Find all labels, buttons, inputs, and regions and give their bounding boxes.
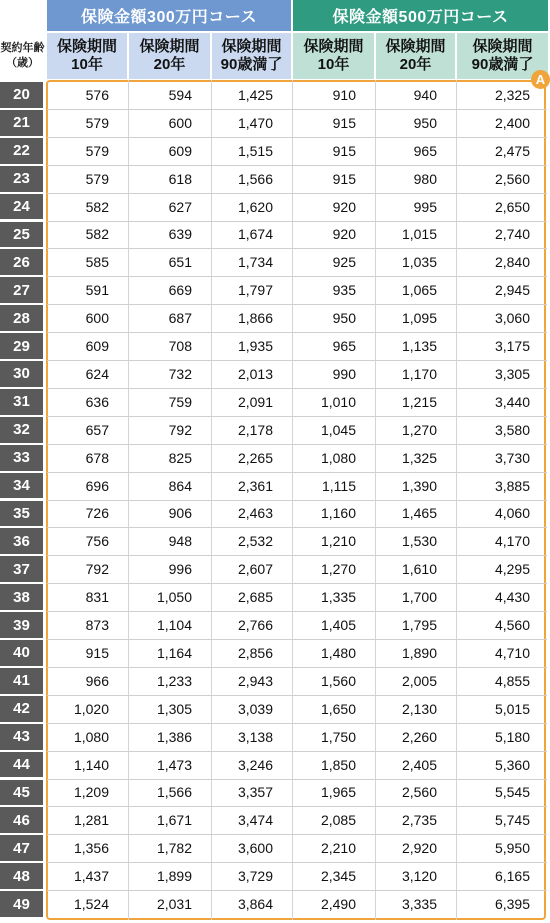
premium-cell: 1,050 [156,589,192,606]
premium-cell: 579 [85,114,109,131]
age-cell: 33 [0,445,43,471]
premium-cell: 3,580 [494,421,530,438]
premium-cell: 2,091 [237,393,273,410]
premium-cell: 594 [168,86,192,103]
premium-cell: 1,115 [322,477,356,494]
premium-cell: 2,405 [401,756,437,773]
premium-cell: 3,730 [494,449,530,466]
premium-cell: 5,360 [494,756,530,773]
age-cell: 21 [0,110,43,136]
premium-cell: 2,740 [494,226,530,243]
age-cell: 43 [0,724,43,750]
premium-cell: 2,685 [237,589,273,606]
age-cell: 30 [0,361,43,387]
age-cell: 29 [0,333,43,359]
age-cell: 48 [0,863,43,889]
course-500-header: 保険金額500万円コース [293,0,548,31]
premium-cell: 1,035 [401,254,437,271]
age-header-line1: 契約年齢 [0,42,45,54]
premium-cell: 2,130 [401,700,437,717]
premium-cell: 920 [332,198,356,215]
premium-cell: 1,210 [320,533,356,550]
premium-cell: 915 [332,114,356,131]
premium-cell: 825 [168,449,192,466]
premium-cell: 2,735 [401,812,437,829]
premium-cell: 6,395 [494,896,530,913]
premium-cell: 1,215 [401,393,437,410]
age-cell: 46 [0,807,43,833]
age-cell: 26 [0,249,43,275]
premium-cell: 864 [168,477,192,494]
premium-cell: 1,080 [320,449,356,466]
premium-cell: 1,405 [320,617,356,634]
column-header-line1: 保険期間 [385,38,446,55]
age-cell: 49 [0,891,43,917]
age-cell: 38 [0,584,43,610]
premium-cell: 756 [85,533,109,550]
premium-cell: 920 [332,226,356,243]
premium-cell: 618 [168,170,192,187]
premium-cell: 4,430 [494,589,530,606]
age-cell: 22 [0,138,43,164]
premium-cell: 5,745 [494,812,530,829]
premium-cell: 1,135 [401,338,437,355]
premium-cell: 657 [85,421,109,438]
column-header-line1: 保険期間 [56,38,117,55]
age-header-line2: （歳） [6,57,39,69]
premium-cell: 1,305 [156,700,192,717]
premium-cell: 915 [332,170,356,187]
premium-cell: 2,005 [401,672,437,689]
premium-cell: 995 [413,198,437,215]
premium-cell: 990 [332,365,356,382]
premium-cell: 1,795 [401,617,437,634]
premium-cell: 1,750 [320,728,356,745]
premium-cell: 4,295 [494,561,530,578]
premium-cell: 708 [168,338,192,355]
premium-cell: 1,015 [401,226,437,243]
premium-cell: 1,080 [73,728,109,745]
premium-cell: 1,425 [237,86,273,103]
column-header-line1: 保険期間 [472,38,533,55]
premium-cell: 1,560 [320,672,356,689]
premium-cell: 1,935 [237,338,273,355]
premium-cell: 792 [85,561,109,578]
premium-cell: 980 [413,170,437,187]
course-300-header: 保険金額300万円コース [47,0,291,31]
premium-cell: 1,850 [320,756,356,773]
premium-cell: 915 [85,644,109,661]
premium-cell: 1,899 [156,868,192,885]
premium-cell: 2,013 [237,365,273,382]
premium-cell: 1,524 [73,896,109,913]
premium-cell: 2,560 [494,170,530,187]
premium-cell: 1,335 [320,589,356,606]
premium-cell: 5,015 [494,700,530,717]
premium-cell: 1,620 [237,198,273,215]
premium-cell: 2,475 [494,142,530,159]
age-cell: 32 [0,417,43,443]
premium-cell: 1,470 [237,114,273,131]
premium-cell: 2,345 [320,868,356,885]
premium-cell: 1,566 [156,784,192,801]
premium-cell: 2,031 [156,896,192,913]
premium-cell: 873 [85,617,109,634]
premium-cell: 1,386 [156,728,192,745]
age-cell: 37 [0,556,43,582]
premium-cell: 600 [168,114,192,131]
premium-cell: 3,138 [237,728,273,745]
column-header-line2: 90歳満了 [220,56,283,73]
column-header-line1: 保険期間 [221,38,282,55]
premium-cell: 1,140 [73,756,109,773]
premium-cell: 996 [168,561,192,578]
premium-cell: 1,164 [156,644,192,661]
premium-cell: 1,390 [401,477,437,494]
premium-cell: 582 [85,198,109,215]
premium-cell: 3,335 [401,896,437,913]
premium-cell: 1,674 [237,226,273,243]
premium-cell: 2,400 [494,114,530,131]
premium-cell: 5,545 [494,784,530,801]
premium-cell: 3,060 [494,310,530,327]
age-cell: 31 [0,389,43,415]
age-cell: 25 [0,222,43,248]
age-cell: 23 [0,166,43,192]
premium-cell: 948 [168,533,192,550]
column-header-line2: 10年 [317,56,350,73]
premium-cell: 2,840 [494,254,530,271]
age-cell: 24 [0,194,43,220]
age-cell: 27 [0,277,43,303]
premium-cell: 5,950 [494,840,530,857]
premium-cell: 609 [168,142,192,159]
premium-cell: 3,600 [237,840,273,857]
premium-cell: 669 [168,282,192,299]
column-header-1 [47,33,127,79]
premium-cell: 965 [332,338,356,355]
premium-cell: 1,281 [73,812,109,829]
premium-cell: 2,943 [237,672,273,689]
age-cell: 39 [0,612,43,638]
premium-cell: 2,856 [237,644,273,661]
age-cell: 47 [0,835,43,861]
premium-cell: 1,965 [320,784,356,801]
age-cell: 20 [0,82,43,108]
premium-cell: 1,671 [156,812,192,829]
premium-cell: 4,060 [494,505,530,522]
premium-cell: 2,650 [494,198,530,215]
premium-cell: 966 [85,672,109,689]
premium-cell: 2,463 [237,505,273,522]
column-header-3 [212,33,291,79]
premium-cell: 2,178 [237,421,273,438]
premium-cell: 3,864 [237,896,273,913]
premium-cell: 4,710 [494,644,530,661]
premium-cell: 6,165 [494,868,530,885]
premium-cell: 576 [85,86,109,103]
premium-cell: 579 [85,142,109,159]
age-cell: 40 [0,640,43,666]
premium-cell: 759 [168,393,192,410]
premium-cell: 1,270 [401,421,437,438]
premium-cell: 3,357 [237,784,273,801]
age-cell: 35 [0,501,43,527]
premium-cell: 639 [168,226,192,243]
premium-cell: 2,361 [237,477,273,494]
premium-cell: 2,607 [237,561,273,578]
premium-cell: 2,532 [237,533,273,550]
age-cell: 34 [0,473,43,499]
premium-cell: 1,797 [237,282,273,299]
premium-cell: 732 [168,365,192,382]
annotation-badge: A [531,70,550,89]
premium-cell: 1,566 [237,170,273,187]
premium-cell: 579 [85,170,109,187]
premium-cell: 2,766 [237,617,273,634]
premium-cell: 1,160 [320,505,356,522]
premium-cell: 1,866 [237,310,273,327]
premium-cell: 1,209 [73,784,109,801]
column-header-4 [293,33,374,79]
premium-cell: 2,085 [320,812,356,829]
premium-cell: 3,885 [494,477,530,494]
premium-cell: 1,890 [401,644,437,661]
premium-cell: 3,120 [401,868,437,885]
premium-cell: 940 [413,86,437,103]
premium-cell: 678 [85,449,109,466]
premium-cell: 1,473 [156,756,192,773]
premium-cell: 906 [168,505,192,522]
premium-cell: 935 [332,282,356,299]
premium-cell: 1,356 [73,840,109,857]
premium-cell: 950 [332,310,356,327]
premium-cell: 1,530 [401,533,437,550]
age-cell: 36 [0,528,43,554]
age-cell: 28 [0,305,43,331]
premium-cell: 627 [168,198,192,215]
premium-cell: 3,474 [237,812,273,829]
premium-cell: 910 [332,86,356,103]
premium-cell: 1,650 [320,700,356,717]
premium-cell: 2,560 [401,784,437,801]
age-column-header [0,33,45,79]
premium-cell: 1,020 [73,700,109,717]
premium-cell: 591 [85,282,109,299]
premium-cell: 1,465 [401,505,437,522]
premium-cell: 3,305 [494,365,530,382]
premium-cell: 3,175 [494,338,530,355]
premium-cell: 915 [332,142,356,159]
age-cell: 42 [0,696,43,722]
premium-cell: 696 [85,477,109,494]
premium-cell: 965 [413,142,437,159]
premium-cell: 1,610 [401,561,437,578]
premium-cell: 1,065 [401,282,437,299]
premium-cell: 2,490 [320,896,356,913]
premium-cell: 2,265 [237,449,273,466]
premium-cell: 651 [168,254,192,271]
age-cell: 44 [0,752,43,778]
column-header-5 [376,33,455,79]
premium-cell: 687 [168,310,192,327]
premium-cell: 609 [85,338,109,355]
premium-cell: 582 [85,226,109,243]
premium-cell: 1,233 [156,672,192,689]
age-cell: 41 [0,668,43,694]
premium-cell: 950 [413,114,437,131]
premium-cell: 4,170 [494,533,530,550]
premium-cell: 2,260 [401,728,437,745]
premium-cell: 831 [85,589,109,606]
premium-cell: 3,440 [494,393,530,410]
premium-cell: 1,104 [156,617,192,634]
premium-cell: 3,246 [237,756,273,773]
premium-cell: 1,170 [401,365,437,382]
column-header-line2: 90歳満了 [471,56,534,73]
premium-cell: 4,560 [494,617,530,634]
premium-cell: 1,515 [237,142,273,159]
premium-cell: 925 [332,254,356,271]
premium-cell: 5,180 [494,728,530,745]
premium-cell: 1,270 [320,561,356,578]
premium-cell: 1,325 [401,449,437,466]
premium-cell: 624 [85,365,109,382]
premium-cell: 636 [85,393,109,410]
premium-cell: 2,945 [494,282,530,299]
premium-cell: 726 [85,505,109,522]
premium-cell: 2,325 [494,86,530,103]
premium-cell: 585 [85,254,109,271]
column-header-2 [129,33,210,79]
column-header-line2: 10年 [71,56,103,73]
premium-cell: 1,095 [401,310,437,327]
premium-cell: 1,480 [320,644,356,661]
premium-cell: 1,010 [320,393,356,410]
premium-cell: 1,045 [320,421,356,438]
column-header-line1: 保険期間 [303,38,364,55]
column-header-line2: 20年 [153,56,186,73]
premium-cell: 3,729 [237,868,273,885]
premium-cell: 1,437 [73,868,109,885]
premium-cell: 1,734 [237,254,273,271]
premium-cell: 4,855 [494,672,530,689]
column-header-line1: 保険期間 [139,38,200,55]
premium-cell: 792 [168,421,192,438]
premium-cell: 1,700 [401,589,437,606]
age-cell: 45 [0,780,43,806]
premium-cell: 2,210 [320,840,356,857]
premium-cell: 600 [85,310,109,327]
premium-cell: 1,782 [156,840,192,857]
premium-cell: 2,920 [401,840,437,857]
column-header-line2: 20年 [399,56,432,73]
premium-cell: 3,039 [237,700,273,717]
